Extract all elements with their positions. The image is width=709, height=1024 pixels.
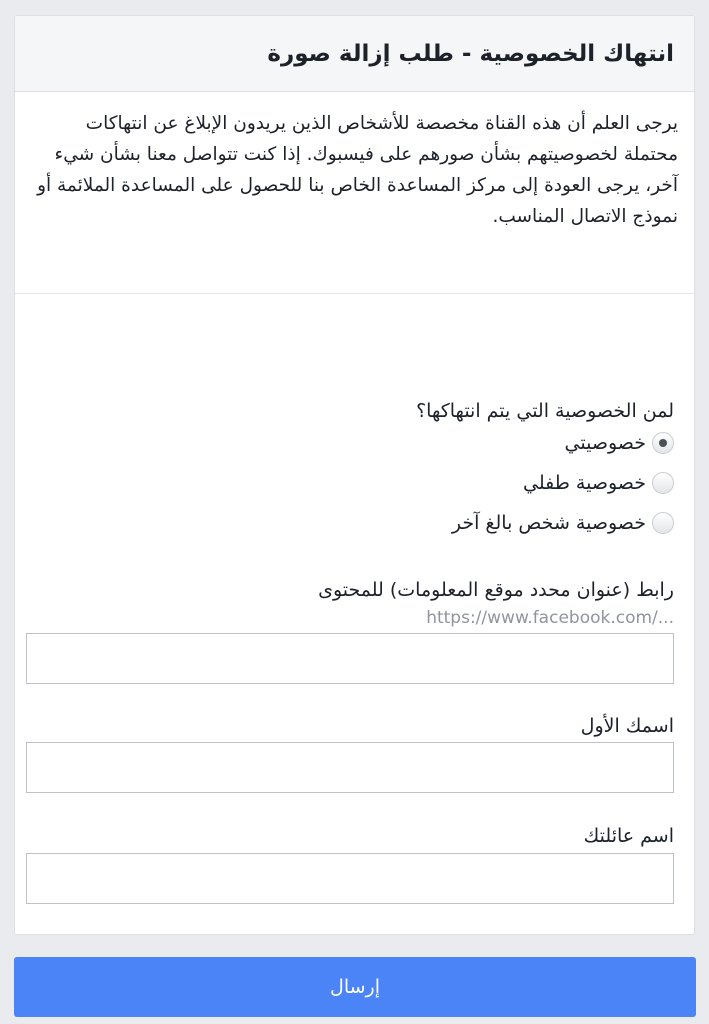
option-my-privacy[interactable]: [565, 426, 674, 460]
radio-my-privacy[interactable]: [652, 432, 674, 454]
radio-other-adult-privacy[interactable]: [652, 512, 674, 534]
intro-text: يرجى العلم أن هذه القناة مخصصة للأشخاص الذين يريدون الإبلاغ عن انتهاكات محتملة لخصوصيتهم بشأن صورهم على فيسبوك. إذا كنت تتواصل معنا بشأن شيء آخر، يرجى العودة إلى مركز المساعدة الخاص بنا للحصول على المساعدة الملائمة أو نموذج الاتصال المناسب.: [15, 92, 694, 294]
url-field-label: رابط (عنوان محدد موقع المعلومات) للمحتوى: [318, 579, 674, 601]
first-name-input[interactable]: [26, 742, 674, 793]
first-name-label: اسمك الأول: [580, 715, 674, 737]
option-label: خصوصية شخص بالغ آخر: [451, 512, 646, 534]
page-title: انتهاك الخصوصية - طلب إزالة صورة: [267, 41, 674, 67]
option-label: خصوصية طفلي: [523, 472, 646, 494]
privacy-question-label: لمن الخصوصية التي يتم انتهاكها؟: [416, 400, 674, 422]
url-field-hint: https://www.facebook.com/...: [426, 608, 674, 628]
option-label: خصوصيتي: [564, 432, 646, 454]
form-card: [14, 15, 695, 935]
last-name-input[interactable]: [26, 853, 674, 904]
option-child-privacy[interactable]: [523, 466, 674, 500]
option-other-adult-privacy[interactable]: [452, 506, 674, 540]
url-input[interactable]: [26, 633, 674, 684]
last-name-label: اسم عائلتك: [583, 825, 674, 847]
card-header: [15, 16, 694, 92]
radio-child-privacy[interactable]: [652, 472, 674, 494]
submit-button[interactable]: إرسال: [14, 957, 696, 1017]
